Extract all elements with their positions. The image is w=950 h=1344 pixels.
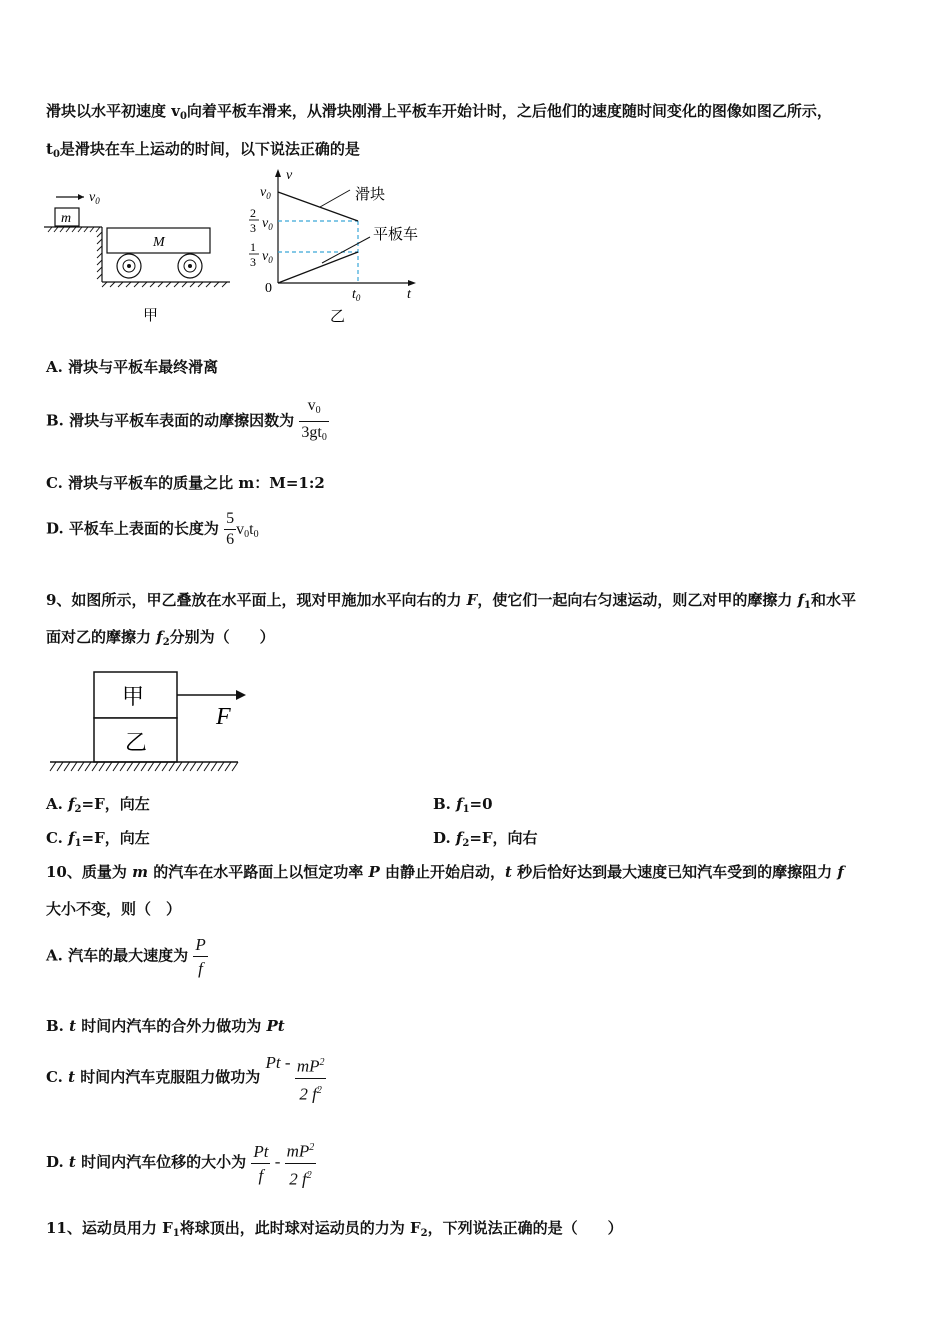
q10-stem-line1: 10、质量为 m 的汽车在水平路面上以恒定功率 P 由静止开始启动，t 秒后恰好达到最大速度已知汽车受到的摩擦阻力 f: [46, 863, 844, 881]
q8-option-b-fraction: $\frac{v_0}{3gt_0}$: [301, 397, 327, 443]
q8-option-b: B. 滑块与平板车表面的动摩擦因数为 $\frac{v_0}{3gt_0}$: [46, 396, 329, 447]
svg-text:F: F: [216, 704, 231, 730]
svg-text:3: 3: [250, 221, 256, 235]
q8-option-d: D. 平板车上表面的长度为 $\frac{5}{6}$ $v_0t_0$: [46, 510, 259, 548]
svg-text:M: M: [153, 235, 165, 250]
svg-text:乙: 乙: [125, 731, 148, 756]
svg-text:3: 3: [250, 255, 256, 269]
svg-text:甲: 甲: [143, 306, 159, 322]
svg-text:v0: $v_0$: [262, 249, 273, 265]
q9-block-diagram: [46, 668, 256, 778]
q10-option-d-fraction-1: $\frac{Pt}{f}$: [253, 1141, 269, 1185]
q9-option-a: A. $f_2=F$，向左: [46, 795, 150, 815]
svg-text:t: t: [407, 287, 411, 302]
svg-text:0: 0: [265, 281, 272, 296]
svg-text:乙: 乙: [330, 307, 346, 325]
svg-text:v: v: [286, 168, 293, 183]
svg-text:平板车: 平板车: [373, 225, 419, 243]
figure-yi-vt-graph: [240, 165, 440, 325]
q8-stem-line1: 滑块以水平初速度 $v_0$向着平板车滑来，从滑块刚滑上平板车开始计时，之后他们的速度随时间变化的图像如图乙所示，: [46, 102, 832, 122]
q9-option-c: C. $f_1=F$，向左: [46, 829, 150, 849]
q10-option-a-fraction: $\frac{P}{f}$: [195, 935, 206, 978]
q10-option-b: B. t 时间内汽车的合外力做功为 Pt: [46, 1017, 285, 1035]
q10-option-a: A. 汽车的最大速度为 $\frac{P}{f}$: [46, 935, 206, 978]
q8-option-a: A. 滑块与平板车最终滑离: [46, 358, 219, 376]
figure-jia-cart-diagram: [40, 182, 240, 322]
svg-text:滑块: 滑块: [355, 185, 386, 203]
svg-text:1: 1: [250, 240, 256, 254]
q8-option-d-fraction: $\frac{5}{6}$: [226, 510, 235, 548]
svg-text:t0: $t_0$: [352, 287, 361, 303]
q10-option-d-fraction-2: $\frac{mP^2}{2 f^2}$: [285, 1137, 317, 1189]
q10-option-d: D. t 时间内汽车位移的大小为 $\frac{Pt}{f}$ - $\frac{mP^2}{2 f^2}$: [46, 1137, 316, 1189]
q9-option-b: B. $f_1=0$: [433, 795, 493, 815]
q9-stem-line1: 9、如图所示，甲乙叠放在水平面上，现对甲施加水平向右的力 F，使它们一起向右匀速运动，则乙对甲的摩擦力 $f_1$和水平: [46, 591, 856, 611]
svg-text:v0: $v_0$: [260, 185, 271, 201]
svg-text:m: m: [61, 211, 72, 226]
q9-option-d: D. $f_2=F$，向右: [433, 829, 538, 849]
q11-stem: 11、运动员用力 $F_1$将球顶出，此时球对运动员的力为 $F_2$，下列说法正确的是（ ）: [46, 1219, 623, 1239]
svg-text:2: 2: [250, 206, 256, 220]
q8-stem-line2: $t_0$是滑块在车上运动的时间，以下说法正确的是: [46, 140, 360, 160]
svg-text:v0: $v_0$: [262, 216, 273, 232]
svg-text:甲: 甲: [122, 685, 145, 710]
q10-stem-line2: 大小不变，则（ ）: [46, 900, 182, 918]
q10-option-c-fraction: $\frac{mP^2}{2 f^2}$: [295, 1052, 327, 1104]
svg-text:v0: $v_0$: [89, 190, 100, 206]
q8-option-c: C. 滑块与平板车的质量之比 m：M=1:2: [46, 474, 325, 492]
q10-option-c: C. t 时间内汽车克服阻力做功为 Pt - $\frac{mP^2}{2 f^2}$: [46, 1053, 325, 1104]
q9-stem-line2: 面对乙的摩擦力 $f_2$分别为（ ）: [46, 628, 275, 648]
